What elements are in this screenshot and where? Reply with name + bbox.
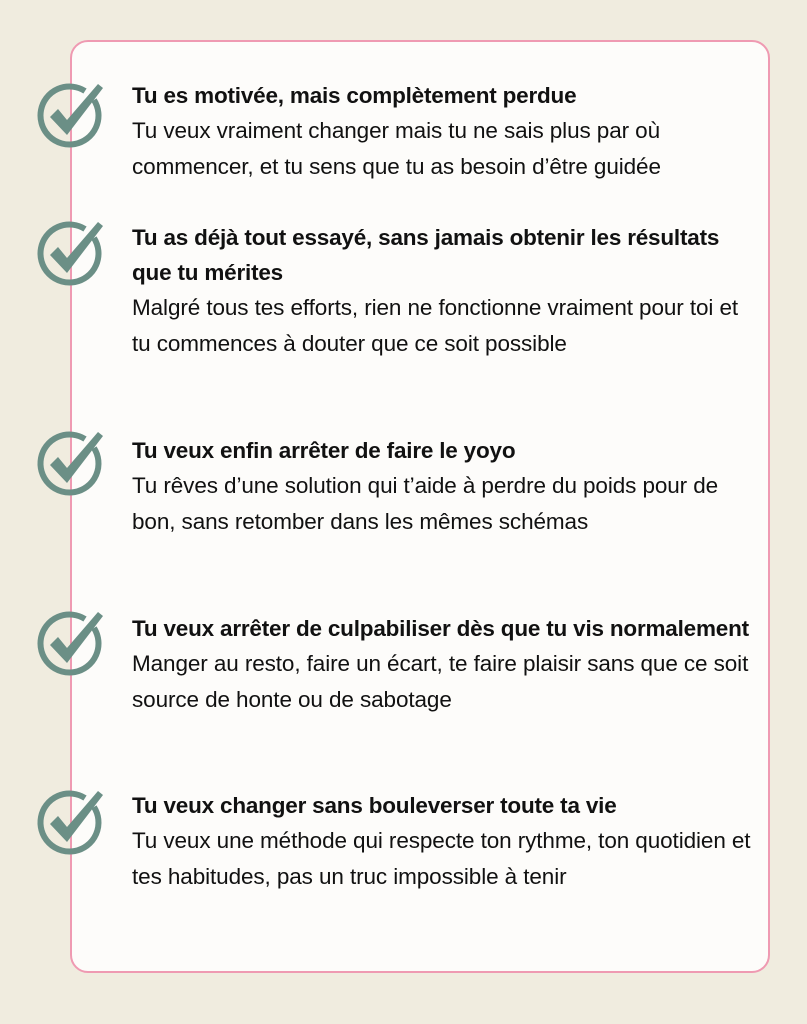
item-description: Malgré tous tes efforts, rien ne fonctionne vraiment pour toi et tu commences à douter que ce soit possible bbox=[132, 295, 739, 356]
item-description: Manger au resto, faire un écart, te faire plaisir sans que ce soit source de honte ou de sabotage bbox=[132, 651, 749, 712]
item-title: Tu veux arrêter de culpabiliser dès que tu vis normalement bbox=[132, 616, 749, 641]
check-circle-icon bbox=[36, 787, 106, 857]
item-title: Tu es motivée, mais complètement perdue bbox=[132, 83, 577, 108]
item-title: Tu veux enfin arrêter de faire le yoyo bbox=[132, 438, 516, 463]
check-circle-icon bbox=[36, 218, 106, 288]
check-circle-icon bbox=[36, 608, 106, 678]
item-description: Tu veux vraiment changer mais tu ne sais plus par où commencer, et tu sens que tu as besoin d’être guidée bbox=[132, 118, 661, 179]
item-title: Tu as déjà tout essayé, sans jamais obtenir les résultats que tu mérites bbox=[132, 225, 720, 285]
item-description: Tu veux une méthode qui respecte ton rythme, ton quotidien et tes habitudes, pas un truc impossible à tenir bbox=[132, 828, 751, 889]
item-description: Tu rêves d’une solution qui t’aide à perdre du poids pour de bon, sans retomber dans les mêmes schémas bbox=[132, 473, 719, 534]
check-circle-icon bbox=[36, 80, 106, 150]
item-title: Tu veux changer sans bouleverser toute ta vie bbox=[132, 793, 617, 818]
check-circle-icon bbox=[36, 428, 106, 498]
